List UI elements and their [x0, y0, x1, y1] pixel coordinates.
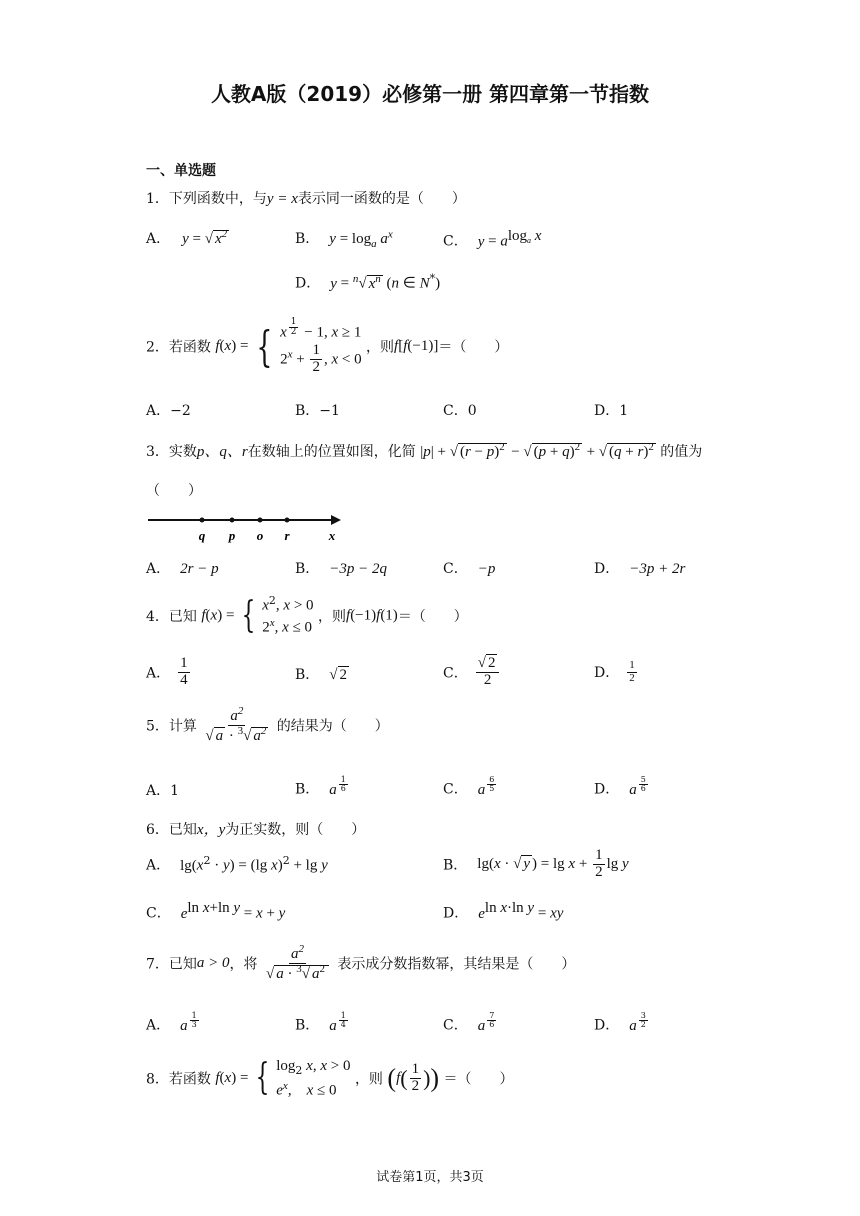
q2-option-c[interactable]: C．0	[443, 403, 477, 419]
point-p	[230, 518, 235, 523]
question-3: 3．实数p、q、r在数轴上的位置如图，化简 |p| + √ $(r - p)^2$ − √ $(p + q)^2$ + √ $(q + r)^2$ 的值为	[146, 441, 703, 460]
q1-stem: 1．下列函数中，与	[146, 191, 267, 207]
q3-paren: （ ）	[146, 483, 202, 499]
q7-option-b[interactable]: B． a $^{\frac{1}{4}}$	[295, 1011, 346, 1034]
q5-option-b[interactable]: B． a $^{\frac{1}{6}}$	[295, 775, 346, 798]
q2-option-b[interactable]: B．−1	[295, 403, 340, 419]
q1-option-b[interactable]: B． $y = \log_a a^x$	[295, 228, 393, 250]
q7-option-a[interactable]: A． a $^{\frac{1}{3}}$	[146, 1011, 197, 1034]
q1-yx: y = x	[266, 191, 298, 207]
axis-arrow	[331, 515, 341, 525]
label-p: p	[228, 528, 236, 543]
question-1	[146, 188, 466, 208]
q4-option-d[interactable]: D． $\frac{1}{2}$	[594, 659, 635, 684]
label-q: q	[198, 528, 206, 543]
page-title: 人教A版（2019）必修第一册 第四章第一节指数	[210, 82, 650, 106]
q1-option-c[interactable]: C． $y = a^{log_a x}$	[443, 228, 542, 250]
q4-piecewise: $x^2$, x > 0 2$^x$, x ≤ 0	[262, 594, 314, 636]
page-footer: 试卷第1页，共3页	[376, 1170, 484, 1185]
q3-option-d[interactable]: D． −3p + 2r	[594, 561, 686, 577]
q7-fraction: $\frac{a^2}{√ a \cdot ^3√ a^2}$	[264, 944, 331, 983]
label-r: r	[284, 528, 290, 543]
q2-option-a[interactable]: A．−2	[146, 403, 191, 419]
q3-option-a[interactable]: A． 2r − p	[146, 561, 219, 577]
q1-mid: 表示同一函数的是（ ）	[297, 191, 466, 207]
question-7: 7．已知a > 0，将 $\frac{a^2}{√ a \cdot ^3√ a^2}$ 表示成分数指数幂，其结果是（ ）	[146, 943, 576, 982]
q3-option-c[interactable]: C． −p	[443, 561, 496, 577]
q8-piecewise: $\log_2 x$, x > 0 $e^x$, x ≤ 0	[276, 1058, 351, 1099]
q5-option-c[interactable]: C． a $^{\frac{6}{5}}$	[443, 775, 495, 798]
q4-option-c[interactable]: C． $\frac{√ 2}{2}$	[443, 656, 501, 689]
q2-option-d[interactable]: D．1	[594, 403, 629, 419]
q6-option-b[interactable]: B． lg(x · √ y ) = lg x + $\frac{1}{2}$ lg y	[443, 847, 629, 880]
q5-option-a[interactable]: A．1	[146, 783, 180, 799]
q1-option-a[interactable]: A． y = √ $x^2$	[146, 228, 228, 247]
question-6: 6．已知x，y为正实数，则（ ）	[146, 822, 366, 838]
section-heading: 一、单选题	[146, 163, 216, 179]
question-8: 8．若函数 f(x) = { $\log_2 x$, x > 0 $e^x$, x ≤ 0 ，则 (f( $\frac{1}{2}$ )) ＝（ ）	[146, 1056, 514, 1101]
q4-option-a[interactable]: A． $\frac{1}{4}$	[146, 655, 188, 688]
point-r	[285, 518, 290, 523]
q2-piecewise: x $^{\frac{1}{2}}$ − 1, x ≥ 1 $2^x$ + $\frac{1}{2}$ , x < 0	[280, 317, 362, 375]
q6-option-d[interactable]: D． $e^{ln x\cdot ln y}$ = xy	[443, 900, 564, 922]
question-2: 2．若函数 f(x) = { x $^{\frac{1}{2}}$ − 1, x ≥ 1 $2^x$ + $\frac{1}{2}$ , x < 0 ，则f[f(−1)]＝（ ）	[146, 317, 509, 375]
label-x: x	[328, 528, 336, 543]
q6-option-a[interactable]: A． $\lg(x^2 \cdot y) = (\lg$ x)$^2$ + lg y	[146, 854, 328, 874]
q7-option-c[interactable]: C． a $^{\frac{7}{6}}$	[443, 1011, 495, 1034]
question-5: 5．计算 $\frac{a^2}{√ a \cdot ^3√ a^2}$ 的结果为（ ）	[146, 705, 389, 744]
q6-option-c[interactable]: C． $e^{ln x+ln y} = x + y$	[146, 900, 286, 922]
q4-option-b[interactable]: B． √ 2	[295, 667, 348, 683]
label-o: o	[256, 528, 264, 543]
question-4: 4．已知 f(x) = { $x^2$, x > 0 2$^x$, x ≤ 0 ，则f(−1)f(1)＝（ ）	[146, 594, 468, 636]
q3-option-b[interactable]: B． −3p − 2q	[295, 561, 388, 577]
point-o	[258, 518, 263, 523]
point-q	[200, 518, 205, 523]
q7-option-d[interactable]: D． a $^{\frac{3}{2}}$	[594, 1011, 646, 1034]
q1-option-d[interactable]: D． y = $^n$√ $x^n$ (n ∈ N*)	[295, 272, 441, 292]
q5-option-d[interactable]: D． a $^{\frac{5}{6}}$	[594, 775, 646, 798]
q5-fraction: $\frac{a^2}{√ a \cdot ^3√ a^2}$	[205, 705, 267, 744]
number-line-figure	[146, 510, 346, 546]
